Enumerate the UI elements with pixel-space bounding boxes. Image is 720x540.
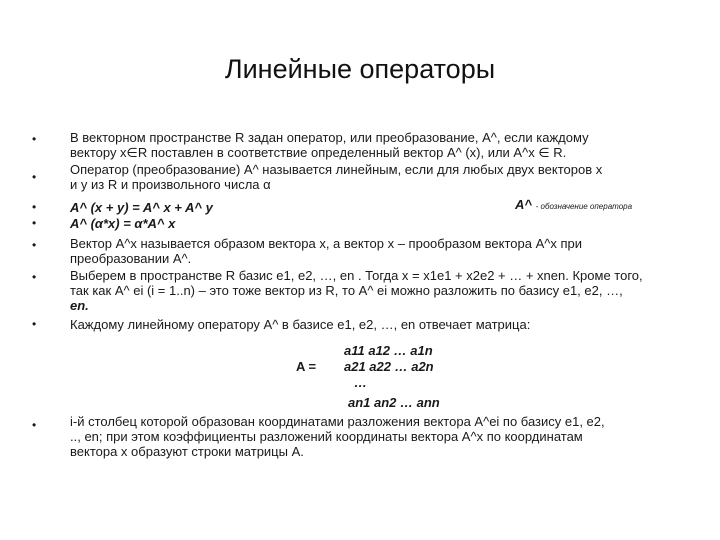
bullet-line: Вектор A^x называется образом вектора x, а вектор x – прообразом вектора A^x при: [70, 236, 582, 251]
matrix-row: a21 a22 … a2n: [344, 359, 434, 374]
bullet-marker: •: [32, 216, 37, 230]
matrix-label: A =: [296, 359, 317, 374]
bullet-marker: •: [32, 200, 37, 214]
bullet-line: и y из R и произвольного числа α: [70, 177, 271, 192]
bullet-item: [70, 130, 690, 160]
bullet-marker: •: [32, 170, 37, 184]
bullet-line: В векторном пространстве R задан оператор, или преобразование, A^, если каждому: [70, 130, 589, 145]
operator-notation-text: - обозначение оператора: [535, 202, 633, 211]
bullet-line: i-й столбец которой образован координатами разложения вектора A^ei по базису e1, e2,: [70, 414, 605, 429]
bullet-line: Выберем в пространстве R базис e1, e2, …, en . Тогда x = x1e1 + x2e2 + … + xnen. Кроме того,: [70, 268, 643, 283]
slide-title: Линейные операторы: [224, 54, 496, 84]
bullet-item: [70, 162, 690, 192]
matrix-row: an1 an2 … ann: [348, 395, 440, 410]
operator-notation-note: [515, 197, 632, 212]
bullet-item: [70, 414, 690, 459]
matrix-row: …: [354, 375, 367, 390]
bullet-marker: •: [32, 317, 37, 331]
bullet-marker: •: [32, 418, 37, 432]
bullet-marker: •: [32, 270, 37, 284]
bullet-item: [70, 236, 690, 266]
bullet-line: Каждому линейному оператору A^ в базисе e1, e2, …, en отвечает матрица:: [70, 317, 531, 332]
bullet-line: .., en; при этом коэффициенты разложений координаты вектора A^x по координатам: [70, 429, 583, 444]
bullet-line: A^ (x + y) = A^ x + A^ y: [70, 200, 213, 215]
bullet-line: так как A^ ei (i = 1..n) – это тоже вектор из R, то A^ ei можно разложить по базису e1, e2, …,: [70, 283, 623, 298]
bullet-line: вектора x образуют строки матрицы A.: [70, 444, 304, 459]
bullet-line: Оператор (преобразование) A^ называется линейным, если для любых двух векторов x: [70, 162, 603, 177]
bullet-line: вектору x∈R поставлен в соответствие определенный вектор A^ (x), или A^x ∈ R.: [70, 145, 567, 160]
bullet-marker: •: [32, 132, 37, 146]
bullet-item: [70, 216, 690, 231]
bullet-item: [70, 268, 690, 313]
bullet-line: A^ (α*x) = α*A^ x: [70, 216, 176, 231]
bullet-marker: •: [32, 238, 37, 252]
operator-symbol: A^: [515, 197, 532, 212]
matrix-row: a11 a12 … a1n: [344, 343, 433, 358]
bullet-line: en.: [70, 298, 89, 313]
bullet-item: [70, 317, 690, 332]
bullet-line: преобразовании A^.: [70, 251, 192, 266]
